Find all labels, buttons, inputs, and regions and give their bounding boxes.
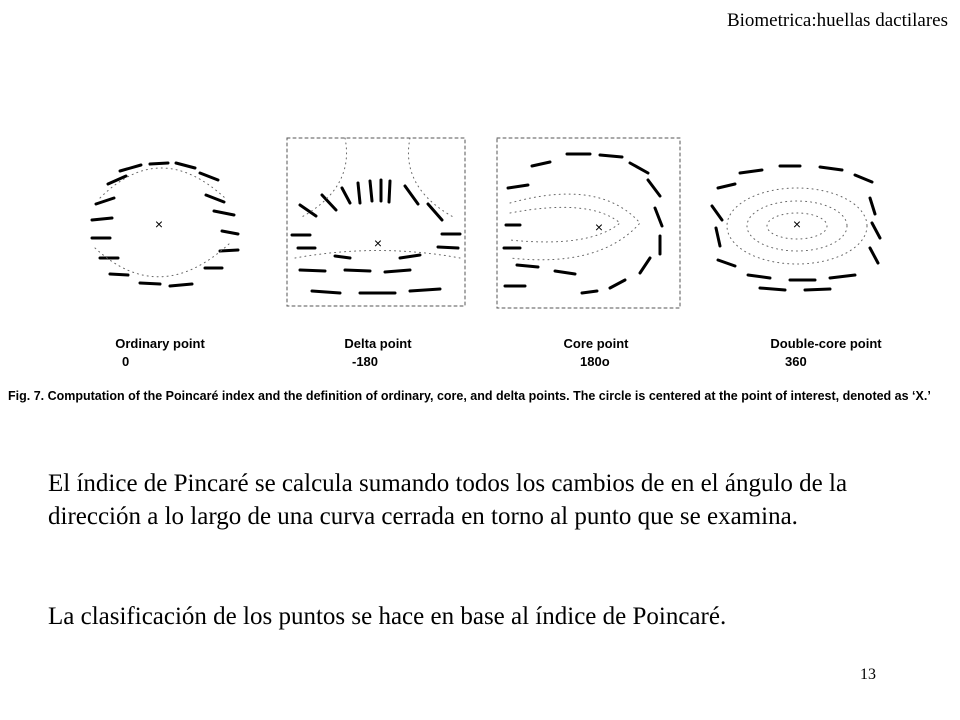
- core-point-label: Core point: [563, 336, 629, 351]
- double-core-point-index: 360: [785, 354, 807, 369]
- ordinary-point-label: Ordinary point: [115, 336, 205, 351]
- body-paragraph-poincare-index: El índice de Pincaré se calcula sumando todos los cambios de en el ángulo de la dirección a lo largo de una curva cerrada en torno al punto que se examina.: [48, 470, 848, 530]
- delta-point-marker: ×: [373, 235, 383, 251]
- delta-point-label: Delta point: [344, 336, 412, 351]
- page-number: 13: [860, 666, 876, 683]
- core-point-diagram: [497, 138, 680, 308]
- slide-header-title: Biometrica:huellas dactilares: [726, 10, 948, 31]
- delta-point-diagram: [287, 138, 465, 306]
- ordinary-point-marker: ×: [154, 216, 164, 232]
- figure-caption: Fig. 7. Computation of the Poincaré index and the definition of ordinary, core, and delta points. The circle is centered at the point of interest, denoted as ‘X.’: [8, 389, 931, 403]
- body-paragraph-classification: La clasificación de los puntos se hace en base al índice de Poincaré.: [48, 603, 727, 630]
- double-core-point-marker: ×: [792, 216, 802, 232]
- core-point-marker: ×: [594, 219, 604, 235]
- ordinary-point-diagram: [92, 163, 238, 286]
- ordinary-point-index: 0: [122, 354, 130, 369]
- double-core-point-label: Double-core point: [770, 336, 882, 351]
- delta-point-index: -180: [352, 354, 379, 369]
- core-point-index: 180o: [580, 354, 610, 369]
